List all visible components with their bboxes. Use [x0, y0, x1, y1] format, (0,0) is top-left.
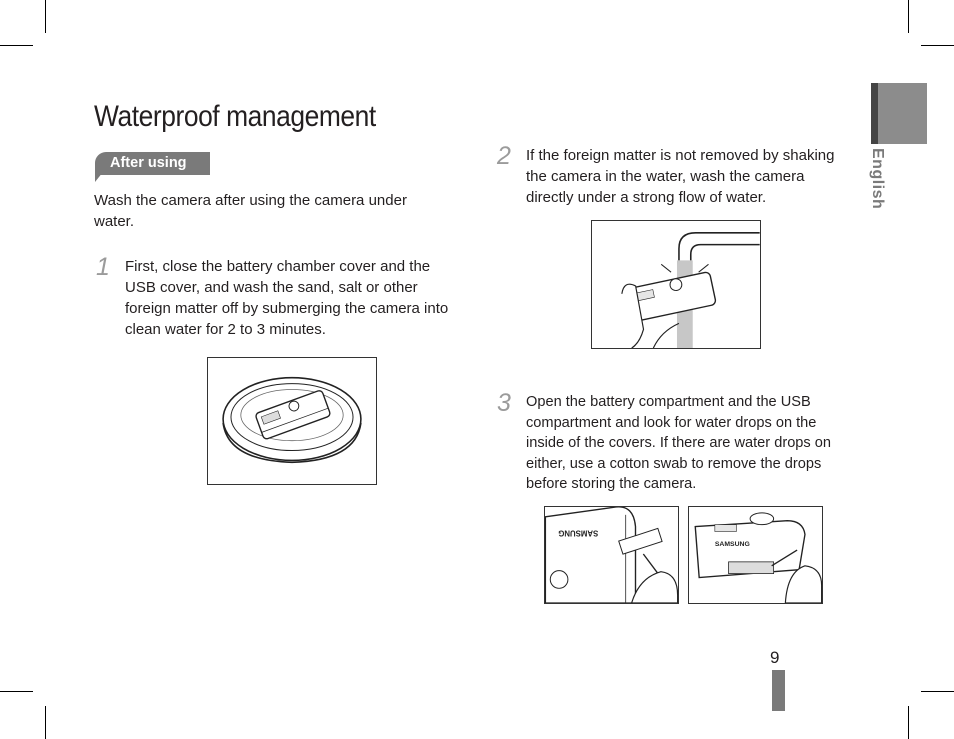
- language-tab: [871, 83, 927, 144]
- step-number: 3: [497, 389, 511, 417]
- language-tab-edge: [871, 83, 878, 144]
- crop-mark: [908, 706, 909, 739]
- tap-illustration: [592, 221, 760, 348]
- language-label: English: [869, 148, 886, 210]
- intro-text: Wash the camera after using the camera under water.: [94, 192, 407, 230]
- bowl-illustration: [208, 358, 376, 484]
- brand-text: SAMSUNG: [714, 541, 750, 549]
- crop-mark: [921, 45, 954, 46]
- page-number-bar: [772, 670, 785, 711]
- section-tag-tail: [95, 172, 103, 182]
- step-text: First, close the battery chamber cover and the USB cover, and wash the sand, salt or other foreign matter off by submerging the camera into clean water for 2 to 3 minutes.: [125, 258, 449, 338]
- crop-mark: [921, 691, 954, 692]
- swab-illustration-left: [545, 507, 678, 603]
- page-title: Waterproof management: [94, 100, 376, 134]
- step-text: Open the battery compartment and the USB compartment and look for water drops on the inside of the covers. If there are water drops on either, use a cotton swab to remove the drops before storing the camera.: [526, 394, 832, 492]
- section-tag: After using: [95, 152, 210, 175]
- figure-camera-under-tap: [591, 220, 761, 349]
- page-number: 9: [770, 648, 780, 667]
- crop-mark: [0, 45, 33, 46]
- figure-clean-cover-left: [544, 506, 679, 604]
- crop-mark: [45, 706, 46, 739]
- step-text: If the foreign matter is not removed by shaking the camera in the water, wash the camera directly under a strong flow of water.: [526, 147, 835, 206]
- figure-clean-cover-right: [688, 506, 823, 604]
- crop-mark: [0, 691, 33, 692]
- step-number: 1: [96, 253, 110, 281]
- brand-text: SAMSUNG: [558, 528, 599, 538]
- figure-camera-in-bowl: [207, 357, 377, 485]
- crop-mark: [45, 0, 46, 33]
- crop-mark: [908, 0, 909, 33]
- swab-illustration-right: [689, 507, 822, 603]
- step-number: 2: [497, 142, 511, 170]
